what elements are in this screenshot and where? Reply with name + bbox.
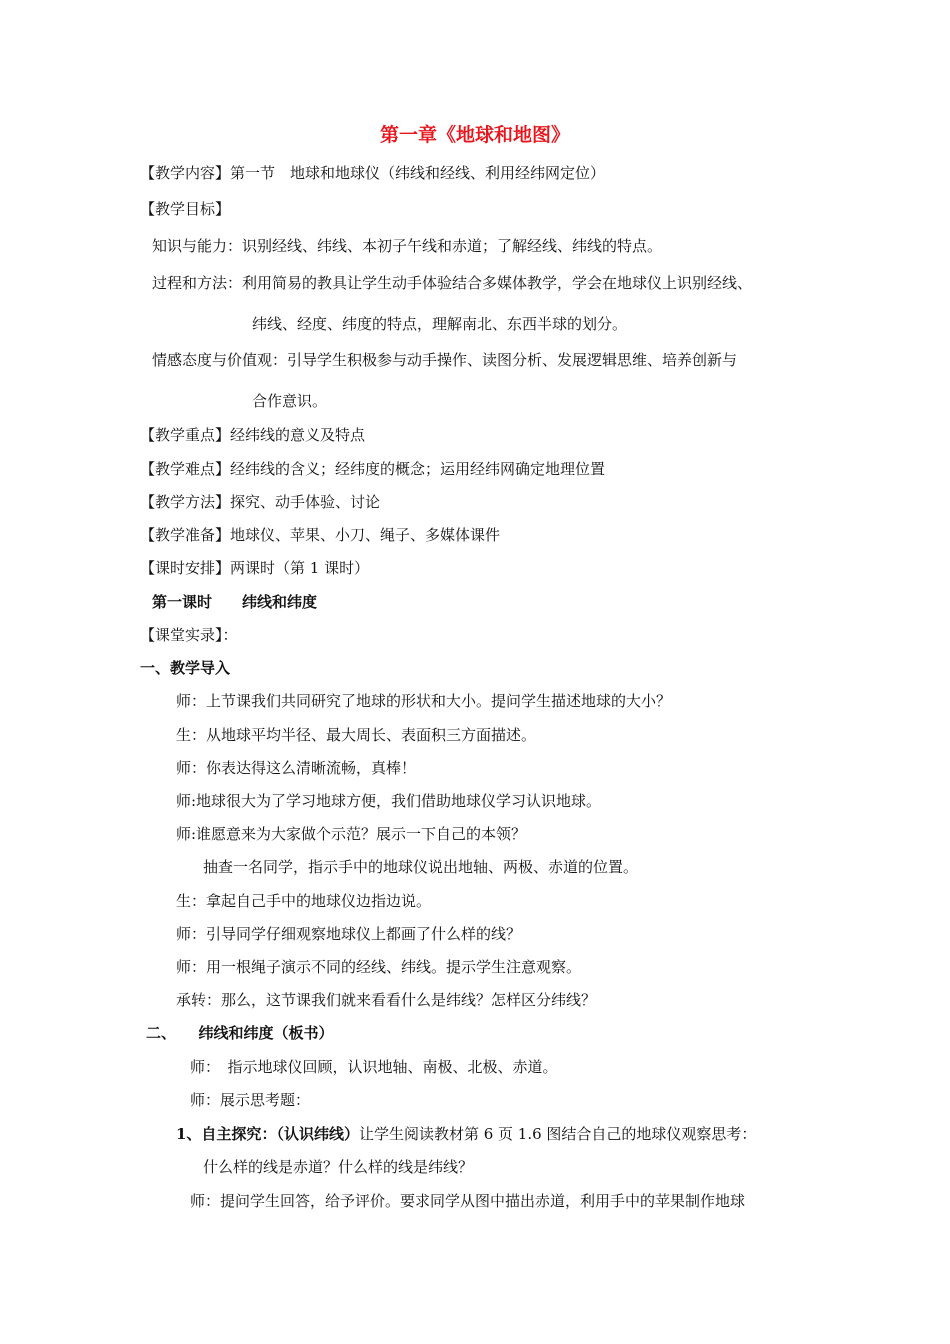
goal-process: 过程和方法：利用简易的教具让学生动手体验结合多媒体教学，学会在地球仪上识别经线、 (152, 274, 753, 292)
document-title: 第一章《地球和地图》 (379, 124, 570, 146)
dialogue-line: 抽查一名同学，指示手中的地球仪说出地轴、两极、赤道的位置。 (203, 858, 639, 876)
inquiry-text: 让学生阅读教材第 6 页 1.6 图结合自己的地球仪观察思考： (358, 1125, 757, 1143)
dialogue-line: 师：提问学生回答，给予评价。要求同学从图中描出赤道，利用手中的苹果制作地球 (190, 1192, 746, 1210)
teaching-key-points: 【教学重点】经纬线的意义及特点 (140, 426, 366, 444)
goal-knowledge: 知识与能力：识别经线、纬线、本初子午线和赤道；了解经线、纬线的特点。 (152, 237, 663, 255)
section-one-heading: 一、教学导入 (140, 659, 231, 677)
dialogue-line: 师：展示思考题： (190, 1091, 311, 1109)
inquiry-question: 什么样的线是赤道？什么样的线是纬线？ (203, 1158, 474, 1176)
teaching-difficulties: 【教学难点】经纬线的含义；经纬度的概念；运用经纬网确定地理位置 (140, 460, 606, 478)
dialogue-line: 师:谁愿意来为大家做个示范？展示一下自己的本领？ (176, 825, 527, 843)
class-schedule: 【课时安排】两课时（第 1 课时） (140, 559, 370, 577)
dialogue-line: 师：用一根绳子演示不同的经线、纬线。提示学生注意观察。 (176, 958, 582, 976)
teaching-content: 【教学内容】第一节 地球和地球仪（纬线和经线、利用经纬网定位） (140, 164, 606, 182)
dialogue-line: 生：拿起自己手中的地球仪边指边说。 (176, 892, 432, 910)
goal-emotion-cont: 合作意识。 (252, 392, 328, 410)
inquiry-line (176, 1124, 756, 1144)
teaching-methods: 【教学方法】探究、动手体验、讨论 (140, 493, 381, 511)
dialogue-line: 生：从地球平均半径、最大周长、表面积三方面描述。 (176, 726, 537, 744)
dialogue-line: 师：你表达得这么清晰流畅，真棒！ (176, 759, 417, 777)
dialogue-line: 师：上节课我们共同研究了地球的形状和大小。提问学生描述地球的大小？ (176, 692, 672, 710)
section-two-heading: 二、 纬线和纬度（板书） (146, 1024, 334, 1042)
teaching-preparation: 【教学准备】地球仪、苹果、小刀、绳子、多媒体课件 (140, 526, 501, 544)
class-record-heading: 【课堂实录】： (140, 626, 238, 644)
inquiry-label: 1、自主探究：（认识纬线） (176, 1125, 359, 1143)
goal-process-cont: 纬线、经度、纬度的特点，理解南北、东西半球的划分。 (252, 315, 628, 333)
teaching-goals-heading: 【教学目标】 (140, 200, 231, 218)
goal-emotion: 情感态度与价值观：引导学生积极参与动手操作、读图分析、发展逻辑思维、培养创新与 (152, 351, 738, 369)
dialogue-line: 师： 指示地球仪回顾，认识地轴、南极、北极、赤道。 (190, 1058, 558, 1076)
lesson-heading: 第一课时 纬线和纬度 (152, 593, 318, 611)
dialogue-line: 师:地球很大为了学习地球方便，我们借助地球仪学习认识地球。 (176, 792, 602, 810)
dialogue-line: 承转：那么，这节课我们就来看看什么是纬线？怎样区分纬线？ (176, 991, 597, 1009)
dialogue-line: 师：引导同学仔细观察地球仪上都画了什么样的线？ (176, 925, 522, 943)
